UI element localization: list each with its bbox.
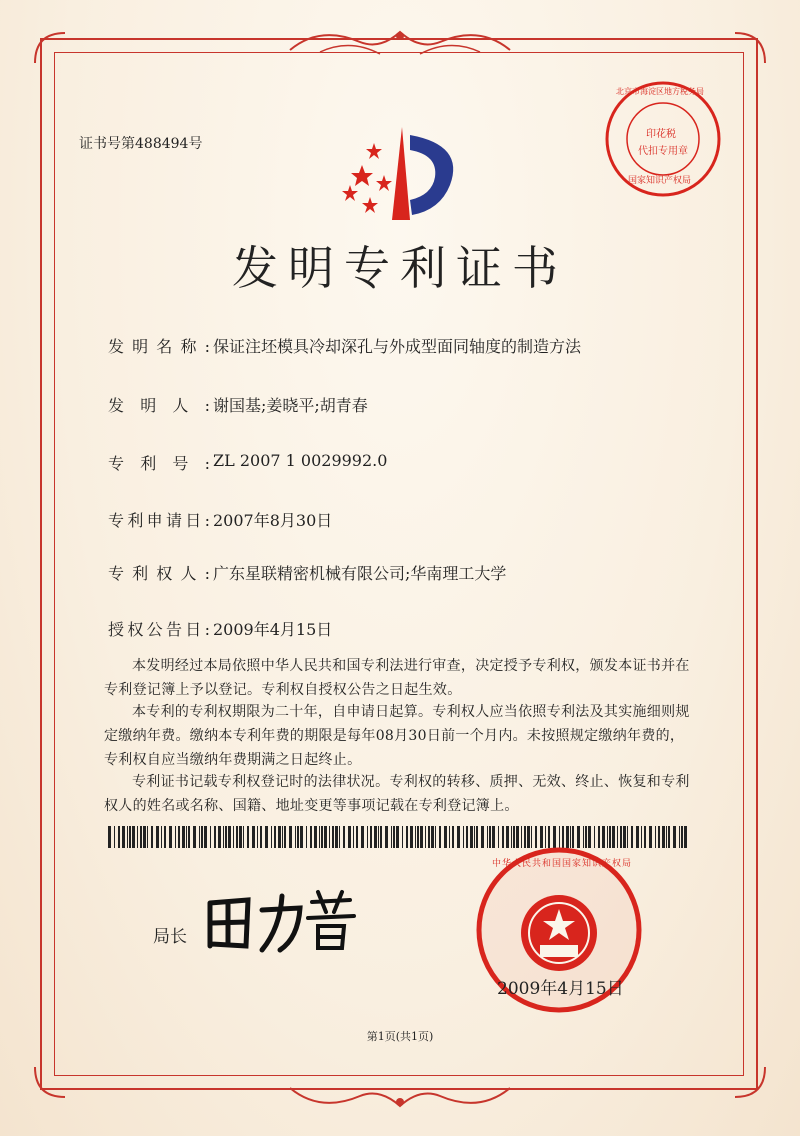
barcode-bar — [353, 826, 354, 848]
barcode-bar — [161, 826, 162, 848]
body-paragraph-1: 本发明经过本局依照中华人民共和国专利法进行审查，决定授予专利权，颁发本证书并在专利登记簿上予以登记。专利权自授权公告之日起生效。 — [104, 658, 690, 698]
barcode-bar — [210, 826, 211, 848]
barcode-bar — [658, 826, 660, 848]
barcode-bar — [169, 826, 172, 848]
barcode-bar — [370, 826, 372, 848]
barcode-bar — [147, 826, 148, 848]
barcode-bar — [132, 826, 135, 848]
barcode-bar — [466, 826, 468, 848]
barcode-bar — [361, 826, 364, 848]
barcode-bar — [452, 826, 454, 848]
barcode-bar — [393, 826, 395, 848]
field-value-grant-date: 2009年4月15日 — [213, 620, 333, 639]
certificate-number: 证书号第488494号 — [79, 136, 203, 152]
barcode-bar — [239, 826, 242, 848]
barcode-bar — [186, 826, 187, 848]
field-label-patentee: 专利权人: — [108, 564, 210, 583]
barcode-bar — [391, 826, 392, 848]
barcode-bar — [223, 826, 224, 848]
barcode-bar — [449, 826, 450, 848]
barcode-bar — [367, 826, 368, 848]
page-number: 第1页(共1页) — [366, 1030, 434, 1043]
barcode-bar — [417, 826, 419, 848]
barcode-bar — [321, 826, 323, 848]
barcode-bar — [415, 826, 416, 848]
barcode-bar — [655, 826, 656, 848]
field-label-inventors: 发明人: — [108, 396, 210, 415]
barcode-bar — [444, 826, 447, 848]
barcode-bar — [193, 826, 196, 848]
body-paragraph-3: 专利证书记载专利权登记时的法律状况。专利权的转移、质押、无效、终止、恢复和专利权人的姓名或名称、国籍、地址变更等事项记载在专利登记簿上。 — [104, 774, 690, 814]
tax-stamp-ring-text: 北京市海淀区地方税务局 — [616, 87, 704, 96]
barcode-bar — [182, 826, 185, 848]
barcode-bar — [156, 826, 159, 848]
barcode-bar — [402, 826, 403, 848]
barcode-bar — [319, 826, 320, 848]
barcode-bar — [668, 826, 670, 848]
barcode-bar — [457, 826, 460, 848]
barcode-bar — [243, 826, 244, 848]
barcode-bar — [233, 826, 234, 848]
field-value-patentee: 广东星联精密机械有限公司;华南理工大学 — [213, 564, 507, 583]
barcode-bar — [374, 826, 377, 848]
barcode-bar — [356, 826, 358, 848]
barcode-bar — [274, 826, 276, 848]
barcode-bar — [151, 826, 153, 848]
barcode-bar — [295, 826, 296, 848]
barcode-bar — [271, 826, 272, 848]
barcode-bar — [247, 826, 249, 848]
barcode-bar — [175, 826, 176, 848]
barcode-bar — [332, 826, 334, 848]
barcode-bar — [252, 826, 255, 848]
barcode-bar — [118, 826, 120, 848]
barcode-bar — [278, 826, 281, 848]
field-label-patent-number: 专利号: — [108, 454, 210, 473]
barcode-bar — [204, 826, 207, 848]
field-label-invention-name: 发明名称: — [108, 337, 210, 356]
bottom-ornament-icon — [280, 1076, 520, 1118]
barcode-bar — [127, 826, 128, 848]
barcode-bar — [199, 826, 200, 848]
barcode-bar — [662, 826, 665, 848]
barcode-bar — [463, 826, 464, 848]
barcode-bar — [420, 826, 423, 848]
barcode-bar — [260, 826, 262, 848]
signature-date: 2009年4月15日 — [497, 979, 624, 999]
barcode-bar — [673, 826, 676, 848]
barcode-bar — [666, 826, 667, 848]
barcode-bar — [410, 826, 413, 848]
barcode-bar — [329, 826, 330, 848]
certificate-title: 发明专利证书 — [232, 241, 568, 295]
corner-ornament-icon — [30, 1062, 70, 1102]
field-value-patent-number: ZL 2007 1 0029992.0 — [213, 451, 388, 470]
director-signature-icon — [200, 888, 360, 958]
barcode-bar — [137, 826, 138, 848]
barcode-bar — [681, 826, 683, 848]
barcode-bar — [428, 826, 430, 848]
barcode-bar — [406, 826, 408, 848]
barcode-bar — [314, 826, 317, 848]
barcode-bar — [378, 826, 379, 848]
body-paragraph-2: 本专利的专利权期限为二十年，自申请日起算。专利权人应当依照专利法及其实施细则规定缴纳年费。缴纳本专利年费的期限是每年08月30日前一个月内。未按照规定缴纳年费的，专利权自应当缴纳年费期满之日起终止。 — [104, 704, 690, 768]
barcode-bar — [143, 826, 146, 848]
barcode-bar — [435, 826, 436, 848]
barcode-bar — [335, 826, 338, 848]
barcode-bar — [348, 826, 351, 848]
corner-ornament-icon — [730, 1062, 770, 1102]
barcode-bar — [201, 826, 203, 848]
tax-stamp-inner-1: 印花税 — [646, 129, 676, 140]
barcode-bar — [257, 826, 258, 848]
barcode-bar — [385, 826, 388, 848]
seal-ring-text: 中华人民共和国国家知识产权局 — [492, 859, 633, 869]
barcode-bar — [114, 826, 115, 848]
tax-stamp-inner-2: 代扣专用章 — [638, 146, 688, 157]
field-label-filing-date: 专利申请日: — [108, 511, 210, 530]
barcode-bar — [300, 826, 303, 848]
barcode-bar — [289, 826, 292, 848]
barcode-bar — [122, 826, 125, 848]
barcode-bar — [380, 826, 382, 848]
barcode-bar — [265, 826, 268, 848]
barcode-bar — [339, 826, 340, 848]
barcode-bar — [679, 826, 680, 848]
corner-ornament-icon — [730, 28, 770, 68]
director-label: 局长 — [153, 927, 187, 947]
barcode-bar — [343, 826, 345, 848]
corner-ornament-icon — [30, 28, 70, 68]
barcode-bar — [297, 826, 299, 848]
barcode-bar — [282, 826, 283, 848]
field-value-filing-date: 2007年8月30日 — [213, 511, 333, 530]
barcode-bar — [439, 826, 441, 848]
barcode-bar — [108, 826, 111, 848]
barcode-bar — [324, 826, 327, 848]
barcode-bar — [470, 826, 473, 848]
barcode-bar — [225, 826, 227, 848]
field-value-inventors: 谢国基;姜晓平;胡青春 — [213, 396, 368, 415]
barcode-bar — [649, 826, 652, 848]
barcode-bar — [129, 826, 131, 848]
barcode-bar — [684, 826, 687, 848]
barcode-bar — [644, 826, 646, 848]
patent-office-logo-icon — [340, 125, 470, 225]
barcode-bar — [214, 826, 216, 848]
barcode-bar — [228, 826, 231, 848]
field-label-grant-date: 授权公告日: — [108, 620, 210, 639]
barcode-bar — [306, 826, 307, 848]
field-value-invention-name: 保证注坯模具冷却深孔与外成型面同轴度的制造方法 — [213, 337, 582, 356]
barcode-bar — [236, 826, 238, 848]
barcode-bar — [140, 826, 142, 848]
barcode-bar — [178, 826, 180, 848]
tax-stamp-bottom-text: 国家知识产权局 — [628, 176, 692, 186]
barcode-bar — [284, 826, 286, 848]
barcode-bar — [188, 826, 190, 848]
barcode-bar — [431, 826, 434, 848]
top-ornament-icon — [280, 20, 520, 62]
barcode-bar — [396, 826, 399, 848]
barcode-bar — [164, 826, 166, 848]
barcode-bar — [310, 826, 312, 848]
barcode-bar — [218, 826, 221, 848]
barcode-bar — [425, 826, 426, 848]
